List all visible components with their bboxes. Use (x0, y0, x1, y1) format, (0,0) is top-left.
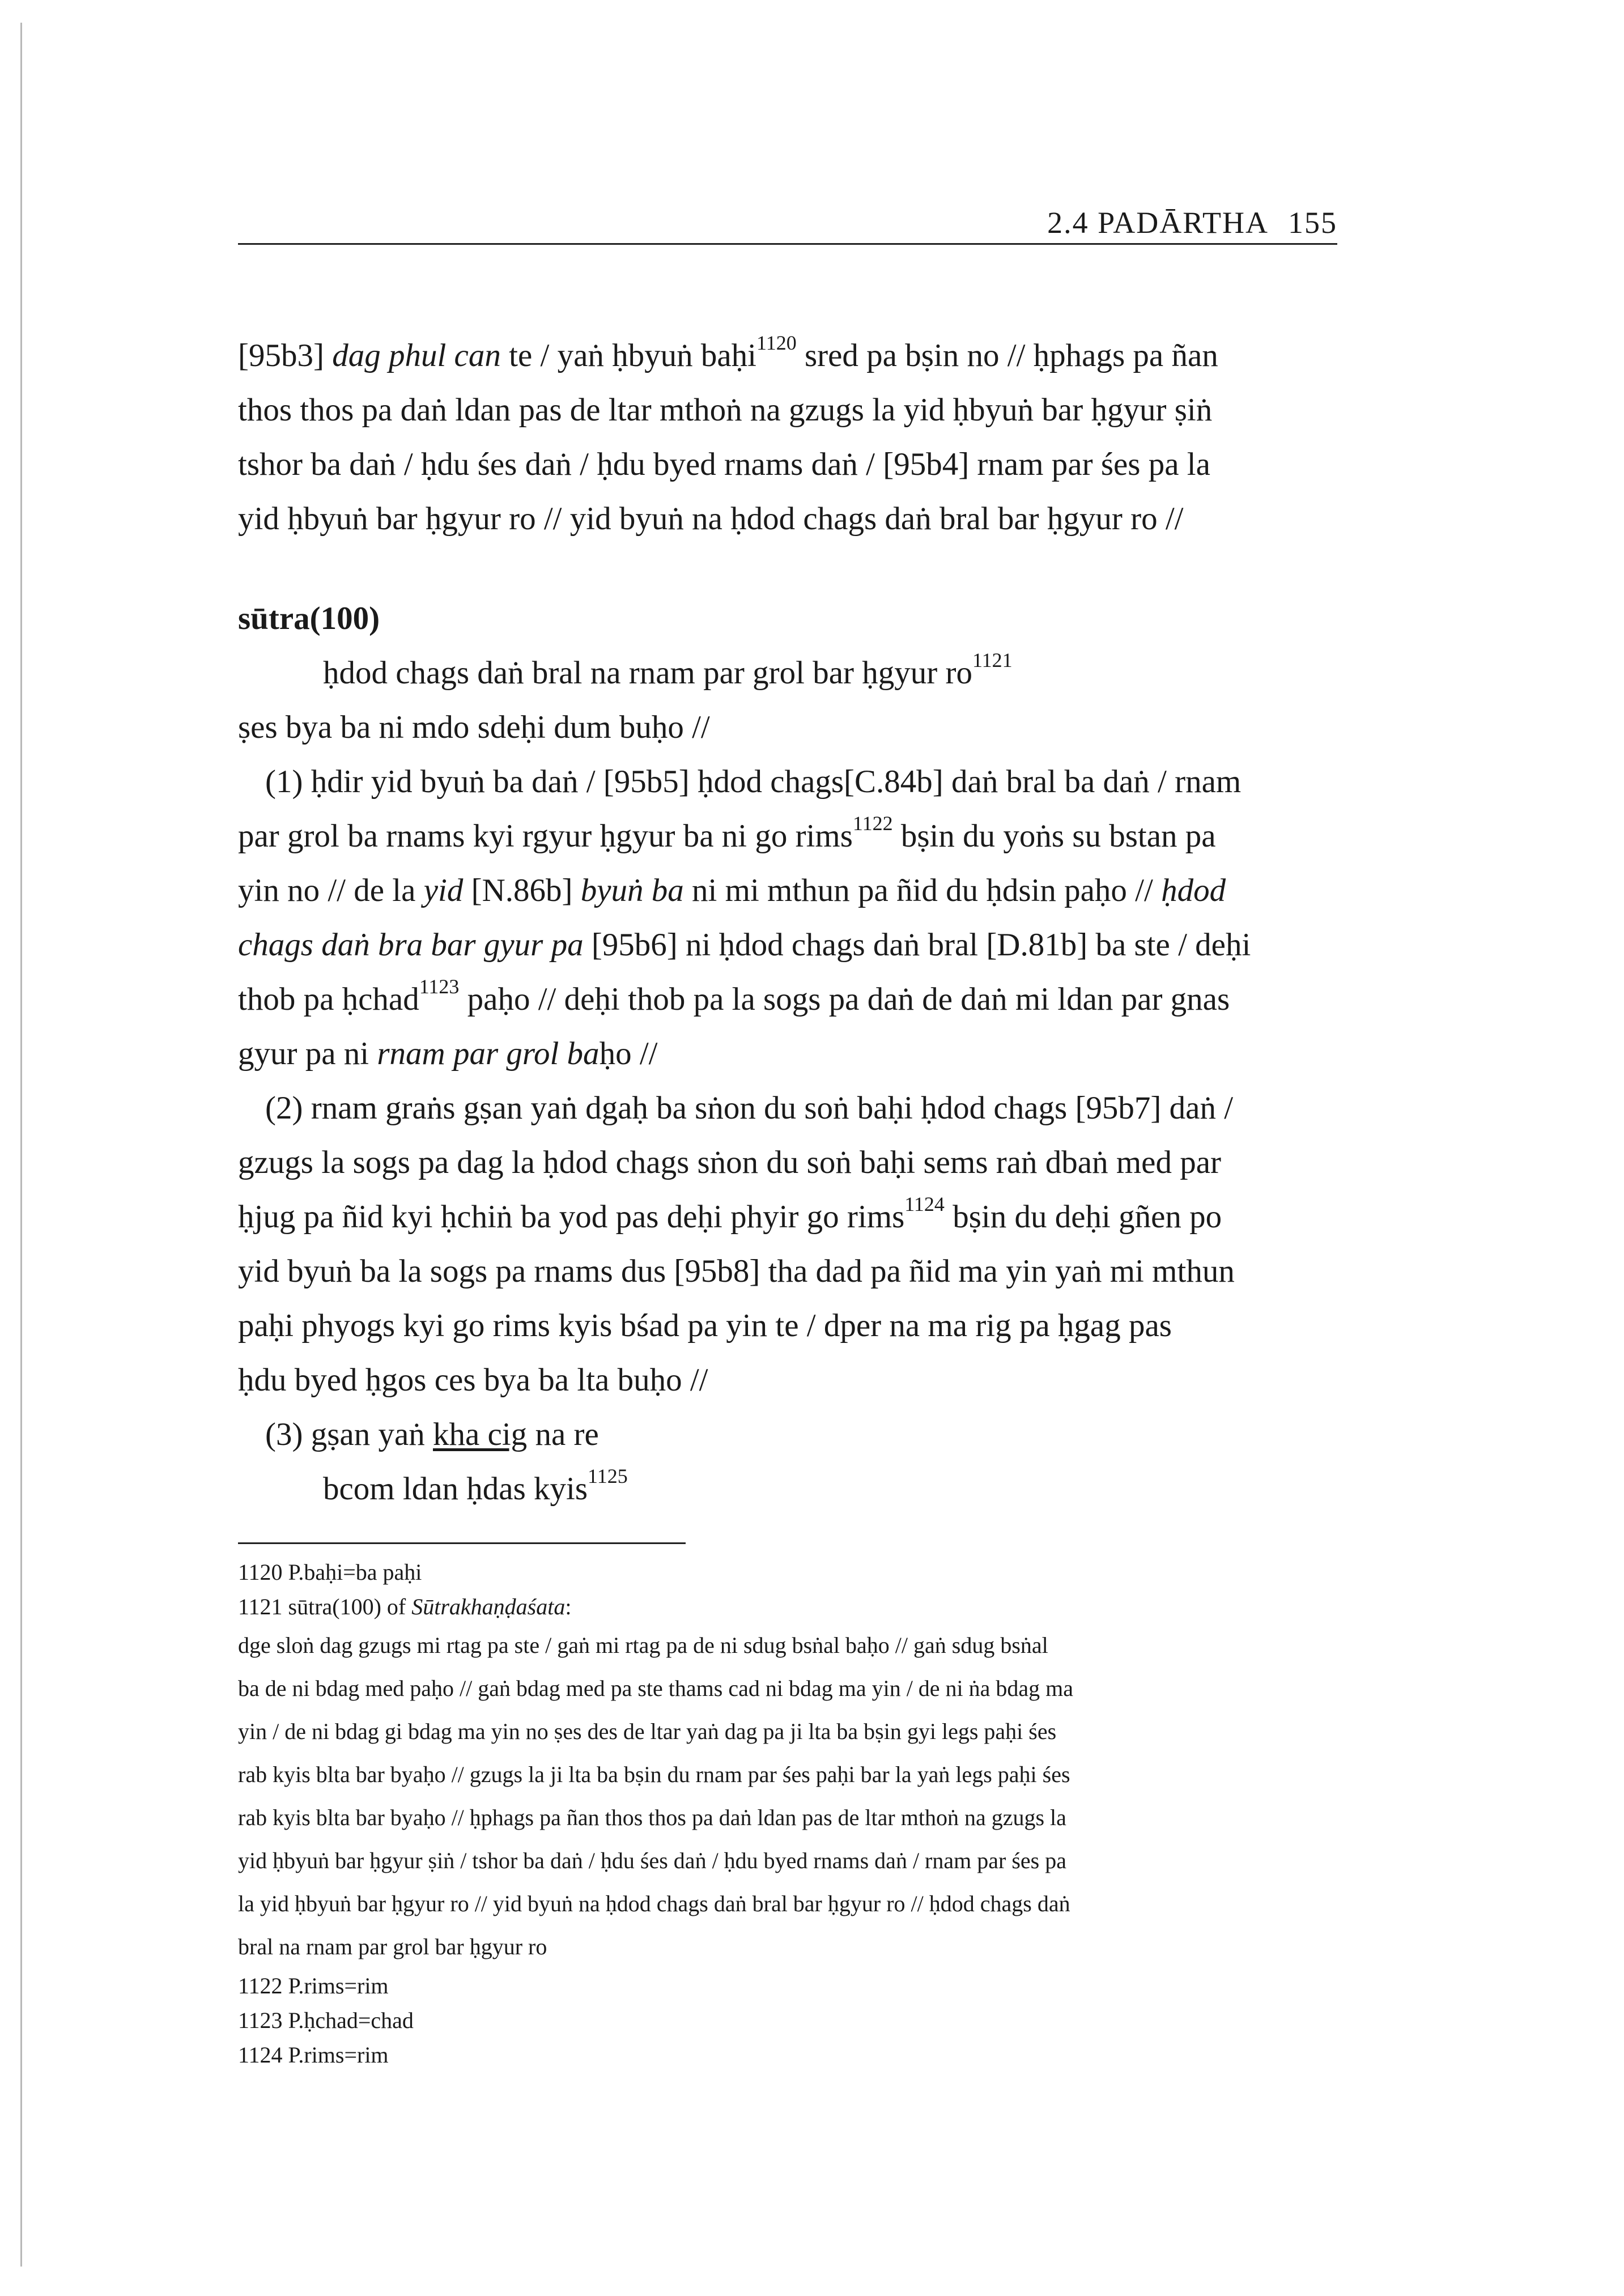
text-line (238, 383, 1337, 437)
text-run: ḥdu byed ḥgos ces bya ba lta buḥo // (238, 1362, 708, 1398)
text-run: 1122 P.rims=rim (238, 1973, 389, 1999)
text-line (238, 1244, 1337, 1299)
footnote-line (238, 1667, 1337, 1710)
sutra-commentary (238, 646, 1337, 1516)
text-run: te / yaṅ ḥbyuṅ baḥi (500, 338, 757, 373)
footnote-line (238, 1882, 1337, 1925)
page-header (238, 206, 1337, 245)
text-run: ni mi mthun pa ñid du ḥdsin paḥo // (683, 873, 1162, 908)
text-run: thob pa ḥchad (238, 981, 419, 1017)
text-run: [95b3] (238, 338, 333, 373)
text-run: tshor ba daṅ / ḥdu śes daṅ / ḥdu byed rnams daṅ / [95b4] rnam par śes pa la (238, 447, 1210, 482)
text-run: (1) ḥdir yid byuṅ ba daṅ / [95b5] ḥdod chags[C.84b] daṅ bral ba daṅ / rnam (265, 764, 1242, 800)
footnote-line (238, 1925, 1337, 1968)
text-line (238, 1408, 1337, 1462)
text-run: yin / de ni bdag gi bdag ma yin no ṣes des de ltar yaṅ dag pa ji lta ba bṣin gyi legs paḥi śes (238, 1719, 1057, 1744)
text-run: ḥdod chags daṅ bral na rnam par grol bar ḥgyur ro (323, 655, 972, 691)
text-line (238, 646, 1337, 700)
footnote-line (238, 1555, 1337, 1589)
text-line (238, 700, 1337, 755)
text-run: ṣes bya ba ni mdo sdeḥi dum buḥo // (238, 709, 710, 745)
text-run: 1124 P.rims=rim (238, 2042, 389, 2068)
text-line (238, 329, 1337, 383)
text-run: 1121 sūtra(100) of (238, 1594, 412, 1619)
text-run: [95b6] ni ḥdod chags daṅ bral [D.81b] ba ste / deḥi (583, 927, 1251, 963)
header-rule (238, 243, 1337, 245)
text-line (238, 1027, 1337, 1081)
footnote-line (238, 1624, 1337, 1667)
text-line (238, 1136, 1337, 1190)
footnote-rule (238, 1542, 686, 1544)
text-line (238, 492, 1337, 546)
sutra-heading: sūtra(100) (238, 601, 380, 636)
footnote-ref: 1122 (852, 812, 893, 835)
text-line (238, 809, 1337, 864)
text-run: gyur pa ni (238, 1036, 377, 1072)
italic-text: chags daṅ bra bar gyur pa (238, 927, 584, 963)
text-run: rab kyis blta bar byaḥo // gzugs la ji lta ba bṣin du rnam par śes paḥi bar la yaṅ legs paḥi śes (238, 1762, 1070, 1787)
text-run: yid byuṅ ba la sogs pa rnams dus [95b8] tha dad pa ñid ma yin yaṅ mi mthun (238, 1253, 1235, 1289)
text-run: [N.86b] (463, 873, 581, 908)
footnote-ref: 1125 (588, 1465, 628, 1488)
footnote-line (238, 1968, 1337, 2003)
opening-paragraph (238, 329, 1337, 546)
text-run: rab kyis blta bar byaḥo // ḥphags pa ñan thos thos pa daṅ ldan pas de ltar mthoṅ na gzugs la (238, 1805, 1066, 1830)
text-run: : (565, 1594, 572, 1619)
text-run: bṣin du deḥi gñen po (944, 1199, 1222, 1235)
footnote-line (238, 1710, 1337, 1753)
footnote-line (238, 1796, 1337, 1839)
text-run: 1120 P.baḥi=ba paḥi (238, 1559, 422, 1585)
main-text (238, 329, 1337, 1516)
text-line (238, 1353, 1337, 1408)
text-run: ba de ni bdag med paḥo // gaṅ bdag med pa ste thams cad ni bdag ma yin / de ni ṅa bdag ma (238, 1676, 1074, 1701)
text-run: (2) rnam graṅs gṣan yaṅ dgaḥ ba sṅon du soṅ baḥi ḥdod chags [95b7] daṅ / (265, 1090, 1234, 1126)
text-run: gzugs la sogs pa dag la ḥdod chags sṅon du soṅ baḥi sems raṅ dbaṅ med par (238, 1145, 1221, 1180)
running-head (1047, 205, 1337, 240)
italic-text: Sūtrakhaṇḍaśata (411, 1594, 566, 1619)
text-run: dge sloṅ dag gzugs mi rtag pa ste / gaṅ mi rtag pa de ni sdug bsṅal baḥo // gaṅ sdug bsṅal (238, 1632, 1048, 1658)
footnote-ref: 1121 (972, 649, 1013, 672)
footnote-ref: 1120 (756, 331, 797, 355)
text-run: (3) gṣan yaṅ (265, 1417, 433, 1452)
footnote-line (238, 2003, 1337, 2038)
text-run: thos thos pa daṅ ldan pas de ltar mthoṅ na gzugs la yid ḥbyuṅ bar ḥgyur ṣiṅ (238, 392, 1213, 428)
text-line (238, 972, 1337, 1027)
text-line (238, 1081, 1337, 1136)
footnote-line (238, 1753, 1337, 1796)
footnotes (238, 1555, 1337, 2072)
text-run: paḥo // deḥi thob pa la sogs pa daṅ de daṅ mi ldan par gnas (459, 981, 1230, 1017)
text-run: ḥjug pa ñid kyi ḥchiṅ ba yod pas deḥi phyir go rims (238, 1199, 905, 1235)
text-run: par grol ba rnams kyi rgyur ḥgyur ba ni go rims (238, 818, 853, 854)
page-number: 155 (1288, 206, 1337, 240)
italic-text: ḥdod (1161, 873, 1226, 908)
text-line (238, 437, 1337, 492)
text-run: bṣin du yoṅs su bstan pa (892, 818, 1216, 854)
text-run: la yid ḥbyuṅ bar ḥgyur ro // yid byuṅ na ḥdod chags daṅ bral bar ḥgyur ro // ḥdod chags daṅ (238, 1891, 1070, 1916)
footnote-ref: 1124 (904, 1193, 945, 1216)
text-run: yid ḥbyuṅ bar ḥgyur ṣiṅ / tshor ba daṅ / ḥdu śes daṅ / ḥdu byed rnams daṅ / rnam par śes pa (238, 1848, 1066, 1873)
footnote-line (238, 1839, 1337, 1882)
footnote-line (238, 2038, 1337, 2072)
text-line (238, 1462, 1337, 1516)
text-line (238, 1299, 1337, 1353)
italic-text: dag phul can (332, 338, 501, 373)
text-run: ḥo // (599, 1036, 658, 1072)
text-run: bral na rnam par grol bar ḥgyur ro (238, 1934, 547, 1959)
text-line (238, 755, 1337, 809)
underlined-text: kha cig (433, 1417, 528, 1452)
footnote-ref: 1123 (419, 975, 460, 998)
text-line (238, 1190, 1337, 1244)
text-run: yid ḥbyuṅ bar ḥgyur ro // yid byuṅ na ḥdod chags daṅ bral bar ḥgyur ro // (238, 501, 1184, 537)
section-title: 2.4 PADĀRTHA (1047, 206, 1269, 240)
italic-text: byuṅ ba (580, 873, 684, 908)
italic-text: rnam par grol ba (377, 1036, 600, 1072)
binding-edge-line (20, 23, 22, 2267)
text-run: 1123 P.ḥchad=chad (238, 2008, 414, 2033)
text-run: yin no // de la (238, 873, 424, 908)
text-run: bcom ldan ḥdas kyis (323, 1471, 588, 1507)
text-run: paḥi phyogs kyi go rims kyis bśad pa yin te / dper na ma rig pa ḥgag pas (238, 1308, 1172, 1343)
text-run: na re (527, 1417, 599, 1452)
text-line (238, 918, 1337, 972)
text-run: sred pa bṣin no // ḥphags pa ñan (796, 338, 1218, 373)
italic-text: yid (423, 873, 464, 908)
footnote-line (238, 1589, 1337, 1624)
text-line (238, 864, 1337, 918)
